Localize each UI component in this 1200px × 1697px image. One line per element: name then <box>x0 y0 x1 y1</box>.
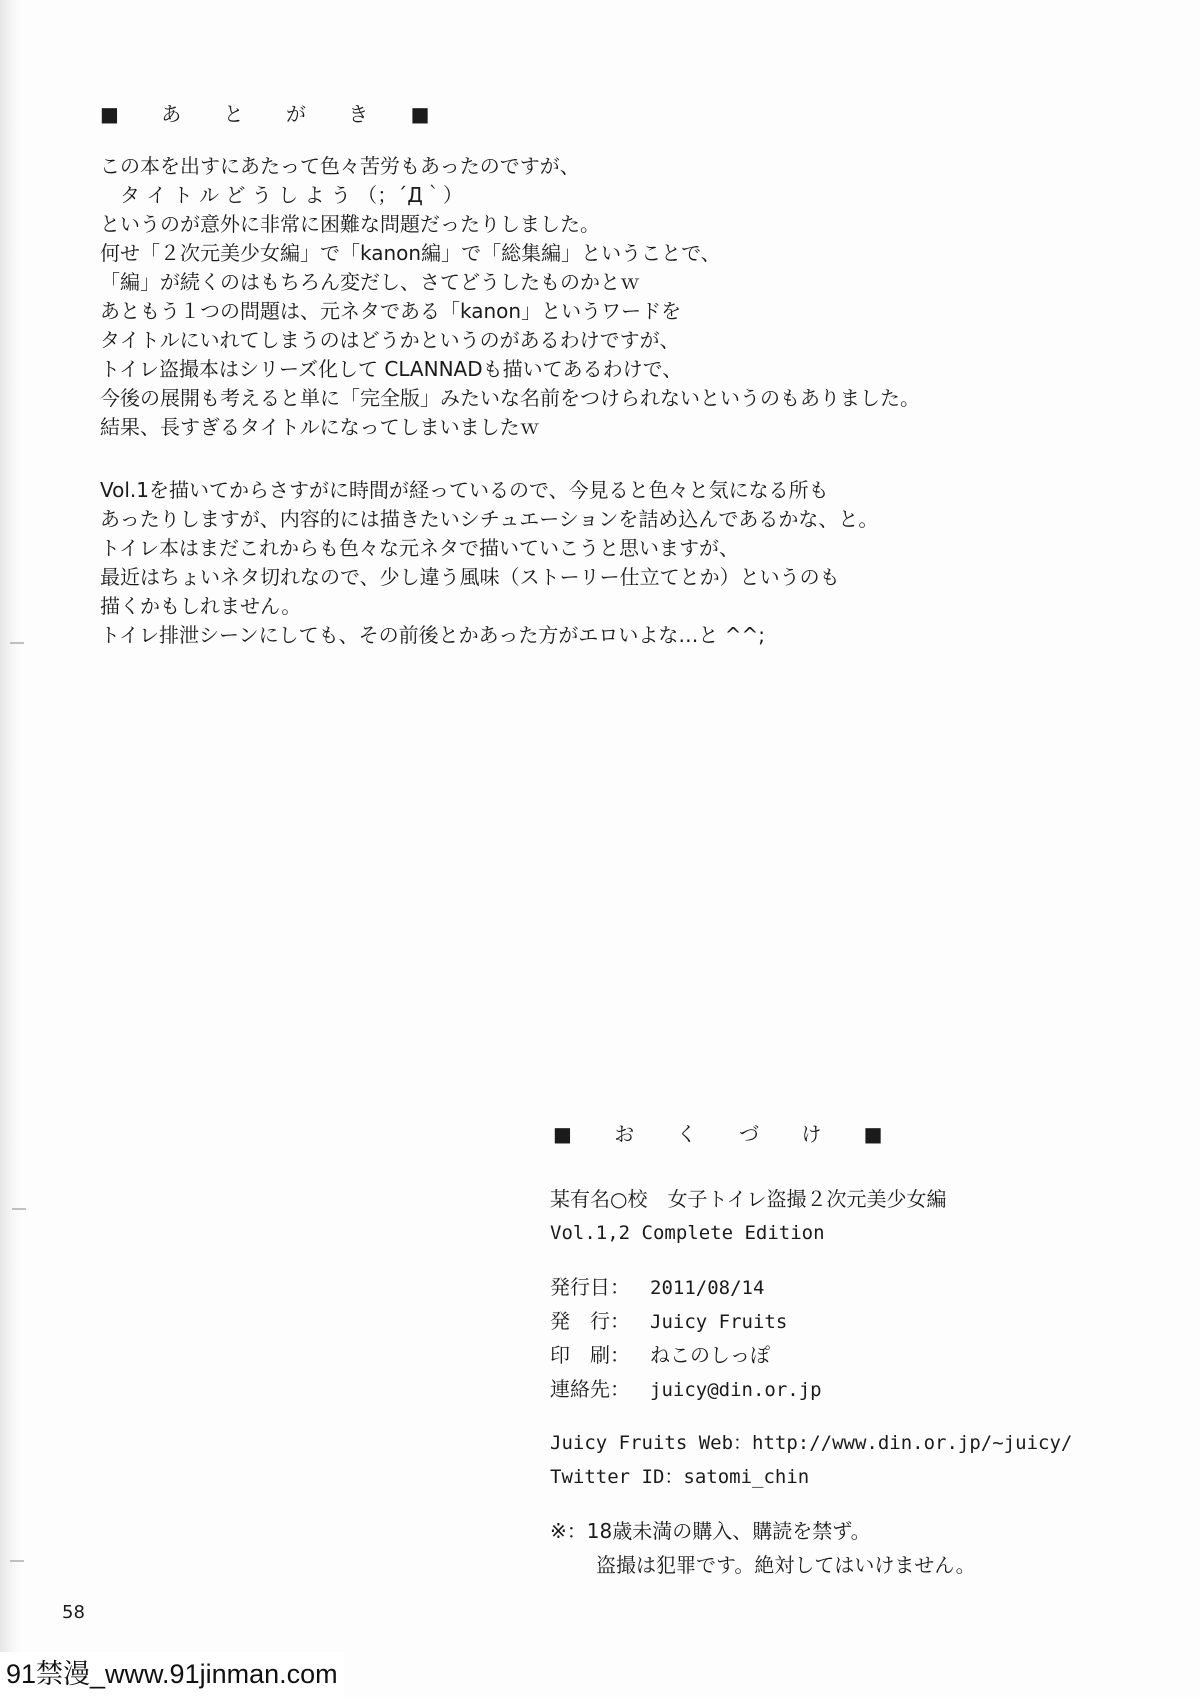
afterword-line: タイトルにいれてしまうのはどうかというのがあるわけですが、 <box>100 328 680 352</box>
web-row <box>550 1426 1170 1460</box>
afterword-line: 結果、長すぎるタイトルになってしまいましたｗ <box>100 415 540 439</box>
site-watermark: 91禁漫_www.91jinman.com <box>0 1652 344 1697</box>
contact-email: juicy@din.or.jp <box>650 1379 822 1401</box>
contact-label: 連絡先： <box>550 1377 630 1401</box>
edition: Vol.1,2 Complete Edition <box>550 1222 825 1244</box>
afterword-line: というのが意外に非常に困難な問題だったりしました。 <box>100 212 600 236</box>
web-label: Juicy Fruits Web： <box>550 1432 753 1454</box>
publisher-row <box>550 1304 1170 1338</box>
afterword-line: 描くかもしれません。 <box>100 594 302 618</box>
afterword-line: 今後の展開も考えると単に「完全版」みたいな名前をつけられないというのもありました。 <box>100 386 920 410</box>
book-title: 某有名○校 女子トイレ盗撮２次元美少女編 <box>550 1187 947 1211</box>
colophon-heading: ■ お く づ け ■ <box>553 1122 901 1146</box>
afterword-text <box>100 152 1000 650</box>
twitter-label: Twitter ID： <box>550 1466 684 1488</box>
afterword-line: Vol.1を描いてからさすがに時間が経っているので、今見ると色々と気になる所も <box>100 478 829 502</box>
colophon-gap <box>550 1250 1170 1270</box>
page-edge-shadow <box>0 0 22 1697</box>
note-row <box>550 1514 1170 1548</box>
twitter-id: satomi_chin <box>683 1466 810 1488</box>
printer-row <box>550 1338 1170 1372</box>
afterword-line: トイレ本はまだこれからも色々な元ネタで描いていこうと思いますが、 <box>100 536 739 560</box>
afterword-line: タ イ ト ル ど う し よ う （；´Д｀） <box>100 183 463 207</box>
publisher-label: 発 行： <box>550 1309 630 1333</box>
legal-note: 盗撮は犯罪です。絶対してはいけません。 <box>596 1553 976 1577</box>
printer: ねこのしっぽ <box>650 1343 770 1367</box>
colophon-gap <box>550 1406 1170 1426</box>
afterword-line: あともう１つの問題は、元ネタである「kanon」というワードを <box>100 299 682 323</box>
publisher: Juicy Fruits <box>650 1311 788 1333</box>
issue-date-row <box>550 1270 1170 1304</box>
printer-label: 印 刷： <box>550 1343 630 1367</box>
colophon-gap <box>550 1494 1170 1514</box>
afterword-line: トイレ排泄シーンにしても、その前後とかあった方がエロいよな…と ^^; <box>100 623 766 647</box>
afterword-line: 「編」が続くのはもちろん変だし、さてどうしたものかとｗ <box>100 270 640 294</box>
note-mark: ※： <box>550 1519 587 1543</box>
colophon-text <box>550 1182 1170 1582</box>
afterword-line: トイレ盗撮本はシリーズ化して CLANNADも描いてあるわけで、 <box>100 357 683 381</box>
issue-date-label: 発行日： <box>550 1275 630 1299</box>
issue-date: 2011/08/14 <box>650 1277 765 1299</box>
scan-mark <box>12 1208 26 1210</box>
afterword-line: あったりしますが、内容的には描きたいシチュエーションを詰め込んであるかな、と。 <box>100 507 879 531</box>
afterword-heading: ■ あ と が き ■ <box>100 102 448 126</box>
scan-mark <box>10 1560 24 1562</box>
page-number: 58 <box>62 1602 85 1623</box>
contact-row <box>550 1372 1170 1406</box>
afterword-line: この本を出すにあたって色々苦労もあったのですが、 <box>100 154 580 178</box>
web-url: http://www.din.or.jp/~juicy/ <box>752 1432 1073 1454</box>
paragraph-gap <box>100 442 1000 476</box>
afterword-line: 何せ「２次元美少女編」で「kanon編」で「総集編」ということで、 <box>100 241 721 265</box>
scan-mark <box>10 642 24 644</box>
afterword-line: 最近はちょいネタ切れなので、少し違う風味（ストーリー仕立てとか）というのも <box>100 565 840 589</box>
age-restriction-note: 18歳未満の購入、購読を禁ず。 <box>586 1519 871 1543</box>
twitter-row <box>550 1460 1170 1494</box>
